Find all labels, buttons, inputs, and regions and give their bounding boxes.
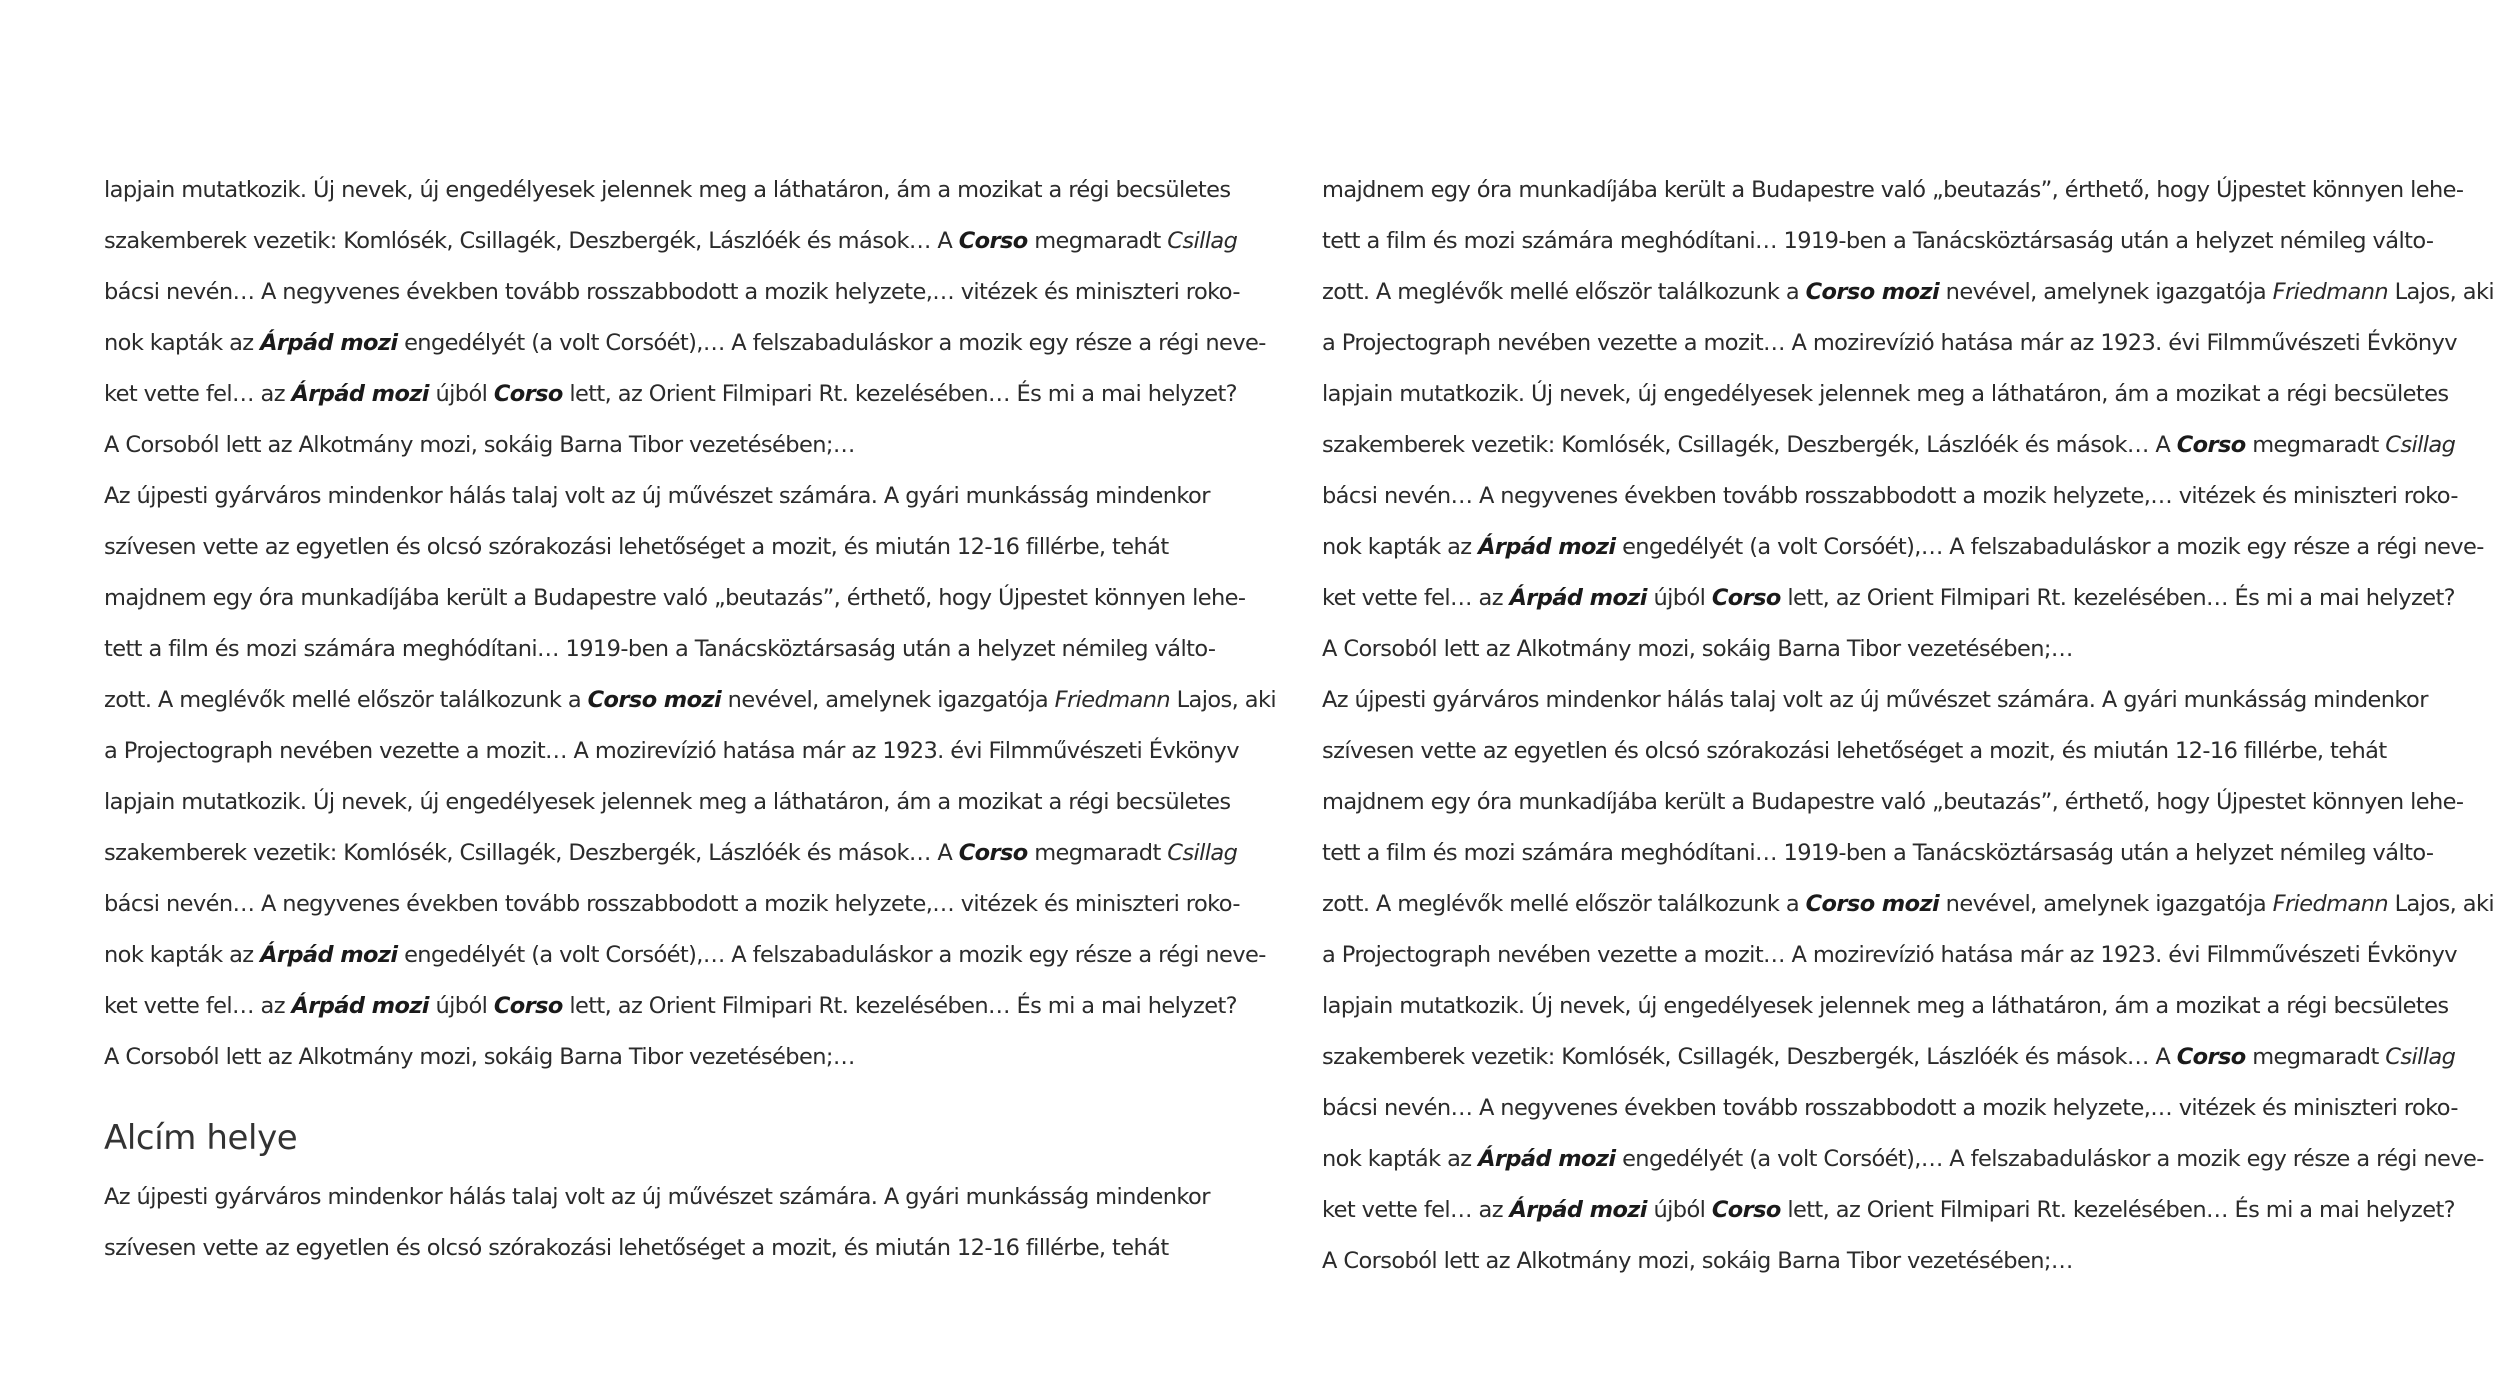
text-line (104, 675, 1277, 726)
text-line (104, 879, 1240, 930)
text-segment: szakemberek vezetik: Komlósék, Csillagék, Deszbergék, Lászlóék és mások… A (104, 228, 959, 254)
text-line (104, 420, 1124, 471)
text-segment: szívesen vette az egyetlen és olcsó szórakozási lehetőséget a mozit, és miután 12-16 fillérbe, tehát (104, 534, 1169, 560)
text-segment: lapjain mutatkozik. Új nevek, új engedélyesek jelennek meg a láthatáron, ám a mozikat a régi becsületes (1322, 381, 2449, 407)
text-segment: engedélyét (a volt Corsóét),… A felszabaduláskor a mozik egy része a régi neve- (397, 330, 1266, 356)
text-segment: bácsi nevén… A negyvenes években tovább rosszabbodott a mozik helyzete,… vitézek és miniszteri roko- (104, 279, 1240, 305)
emphasis-bold-italic: Corso (958, 228, 1028, 254)
text-line (1322, 267, 2494, 318)
text-segment: szakemberek vezetik: Komlósék, Csillagék, Deszbergék, Lászlóék és mások… A (1322, 1044, 2177, 1070)
text-line (104, 165, 1231, 216)
emphasis-bold-italic: Corso (1711, 1197, 1781, 1223)
right-body-text (1322, 165, 2494, 1287)
text-segment: engedélyét (a volt Corsóét),… A felszabaduláskor a mozik egy része a régi neve- (1615, 1146, 2484, 1172)
emphasis-bold-italic: Corso (493, 381, 563, 407)
text-segment: ket vette fel… az (1322, 1197, 1510, 1223)
text-line (104, 369, 1238, 420)
text-segment: lett, az Orient Filmipari Rt. kezelésében… És mi a mai helyzet? (1780, 585, 2456, 611)
text-segment: újból (1646, 1197, 1712, 1223)
text-segment: zott. A meglévők mellé először találkozunk a (104, 687, 588, 713)
text-line (1322, 675, 2428, 726)
text-line (104, 1223, 1169, 1274)
text-segment: ket vette fel… az (1322, 585, 1510, 611)
text-line (1322, 420, 2456, 471)
subheading: Alcím helye (104, 1118, 298, 1158)
text-segment: megmaradt (1027, 840, 1168, 866)
text-segment: szívesen vette az egyetlen és olcsó szórakozási lehetőséget a mozit, és miután 12-16 fillérbe, tehát (104, 1235, 1169, 1261)
text-line (104, 828, 1238, 879)
text-segment: zott. A meglévők mellé először találkozunk a (1322, 891, 1806, 917)
text-line (104, 267, 1240, 318)
left-column (104, 165, 1277, 1274)
text-segment: megmaradt (2245, 1044, 2386, 1070)
left-body-text-top (104, 165, 1277, 1083)
text-segment: bácsi nevén… A negyvenes években tovább rosszabbodott a mozik helyzete,… vitézek és miniszteri roko- (104, 891, 1240, 917)
text-line (104, 471, 1210, 522)
text-segment: majdnem egy óra munkadíjába került a Budapestre való „beutazás”, érthető, hogy Újpestet könnyen lehe- (1322, 789, 2464, 815)
text-line (104, 1032, 1124, 1083)
text-line (104, 777, 1231, 828)
text-segment: majdnem egy óra munkadíjába került a Budapestre való „beutazás”, érthető, hogy Újpestet könnyen lehe- (1322, 177, 2464, 203)
text-line (104, 981, 1238, 1032)
text-segment: nok kapták az (1322, 1146, 1479, 1172)
text-segment: újból (428, 993, 494, 1019)
text-segment: nok kapták az (1322, 534, 1479, 560)
text-segment: A Corsoból lett az Alkotmány mozi, sokáig Barna Tibor vezetésében;… (1322, 1248, 2073, 1274)
emphasis-bold-italic: Árpád mozi (1509, 1197, 1647, 1223)
text-segment: ket vette fel… az (104, 993, 292, 1019)
emphasis-italic: Csillag (1167, 840, 1238, 866)
text-segment: Az újpesti gyárváros mindenkor hálás talaj volt az új művészet számára. A gyári munkásság mindenkor (104, 483, 1210, 509)
text-segment: Lajos, aki (1170, 687, 1277, 713)
text-segment: megmaradt (1027, 228, 1168, 254)
text-line (1322, 1185, 2456, 1236)
text-line (1322, 573, 2456, 624)
text-line (1322, 879, 2494, 930)
text-line (1322, 165, 2464, 216)
text-segment: megmaradt (2245, 432, 2386, 458)
text-line (1322, 1032, 2456, 1083)
text-segment: engedélyét (a volt Corsóét),… A felszabaduláskor a mozik egy része a régi neve- (1615, 534, 2484, 560)
emphasis-italic: Friedmann (2272, 891, 2389, 917)
text-line (1322, 1134, 2484, 1185)
emphasis-bold-italic: Árpád mozi (260, 942, 398, 968)
emphasis-bold-italic: Corso mozi (1805, 279, 1940, 305)
emphasis-italic: Friedmann (1054, 687, 1171, 713)
emphasis-bold-italic: Árpád mozi (1509, 585, 1647, 611)
text-line (104, 930, 1266, 981)
text-segment: Lajos, aki (2388, 891, 2494, 917)
text-line (1322, 318, 2457, 369)
text-segment: lett, az Orient Filmipari Rt. kezelésében… És mi a mai helyzet? (1780, 1197, 2456, 1223)
text-line (1322, 471, 2458, 522)
text-segment: bácsi nevén… A negyvenes években tovább rosszabbodott a mozik helyzete,… vitézek és miniszteri roko- (1322, 483, 2458, 509)
text-line (1322, 981, 2449, 1032)
emphasis-bold-italic: Corso (2176, 432, 2246, 458)
emphasis-bold-italic: Corso (1711, 585, 1781, 611)
text-segment: a Projectograph nevében vezette a mozit… A mozirevízió hatása már az 1923. évi Filmművészeti Évkönyv (104, 738, 1239, 764)
text-segment: nok kapták az (104, 942, 261, 968)
text-line (1322, 726, 2387, 777)
text-segment: Az újpesti gyárváros mindenkor hálás talaj volt az új művészet számára. A gyári munkásság mindenkor (1322, 687, 2428, 713)
emphasis-bold-italic: Corso (2176, 1044, 2246, 1070)
text-segment: A Corsoból lett az Alkotmány mozi, sokáig Barna Tibor vezetésében;… (104, 1044, 855, 1070)
text-segment: a Projectograph nevében vezette a mozit… A mozirevízió hatása már az 1923. évi Filmművészeti Évkönyv (1322, 942, 2457, 968)
text-segment: újból (428, 381, 494, 407)
text-segment: nok kapták az (104, 330, 261, 356)
text-segment: tett a film és mozi számára meghódítani… 1919-ben a Tanácsköztársaság után a helyzet némileg válto- (1322, 228, 2434, 254)
emphasis-bold-italic: Árpád mozi (260, 330, 398, 356)
text-segment: tett a film és mozi számára meghódítani… 1919-ben a Tanácsköztársaság után a helyzet némileg válto- (1322, 840, 2434, 866)
text-segment: Az újpesti gyárváros mindenkor hálás talaj volt az új művészet számára. A gyári munkásság mindenkor (104, 1184, 1210, 1210)
emphasis-italic: Friedmann (2272, 279, 2389, 305)
text-segment: lapjain mutatkozik. Új nevek, új engedélyesek jelennek meg a láthatáron, ám a mozikat a régi becsületes (104, 177, 1231, 203)
text-segment: lett, az Orient Filmipari Rt. kezelésében… És mi a mai helyzet? (562, 381, 1238, 407)
text-line (104, 216, 1238, 267)
emphasis-bold-italic: Árpád mozi (1478, 534, 1616, 560)
emphasis-bold-italic: Corso (958, 840, 1028, 866)
text-segment: nevével, amelynek igazgatója (721, 687, 1055, 713)
text-segment: Lajos, aki (2388, 279, 2494, 305)
text-line (1322, 522, 2484, 573)
emphasis-italic: Csillag (1167, 228, 1238, 254)
text-segment: A Corsoból lett az Alkotmány mozi, sokáig Barna Tibor vezetésében;… (104, 432, 855, 458)
text-line (104, 522, 1169, 573)
text-segment: zott. A meglévők mellé először találkozunk a (1322, 279, 1806, 305)
text-segment: tett a film és mozi számára meghódítani… 1919-ben a Tanácsköztársaság után a helyzet némileg válto- (104, 636, 1216, 662)
text-segment: szívesen vette az egyetlen és olcsó szórakozási lehetőséget a mozit, és miután 12-16 fillérbe, tehát (1322, 738, 2387, 764)
text-segment: nevével, amelynek igazgatója (1939, 891, 2273, 917)
emphasis-italic: Csillag (2385, 1044, 2456, 1070)
text-line (1322, 624, 2342, 675)
text-segment: engedélyét (a volt Corsóét),… A felszabaduláskor a mozik egy része a régi neve- (397, 942, 1266, 968)
text-line (1322, 828, 2434, 879)
text-line (104, 624, 1216, 675)
text-segment: ket vette fel… az (104, 381, 292, 407)
text-segment: lett, az Orient Filmipari Rt. kezelésében… És mi a mai helyzet? (562, 993, 1238, 1019)
emphasis-bold-italic: Corso mozi (587, 687, 722, 713)
text-line (104, 318, 1266, 369)
text-line (1322, 777, 2464, 828)
text-line (1322, 216, 2434, 267)
text-segment: szakemberek vezetik: Komlósék, Csillagék, Deszbergék, Lászlóék és mások… A (104, 840, 959, 866)
text-segment: lapjain mutatkozik. Új nevek, új engedélyesek jelennek meg a láthatáron, ám a mozikat a régi becsületes (104, 789, 1231, 815)
text-segment: szakemberek vezetik: Komlósék, Csillagék, Deszbergék, Lászlóék és mások… A (1322, 432, 2177, 458)
emphasis-italic: Csillag (2385, 432, 2456, 458)
text-segment: nevével, amelynek igazgatója (1939, 279, 2273, 305)
text-segment: újból (1646, 585, 1712, 611)
emphasis-bold-italic: Árpád mozi (1478, 1146, 1616, 1172)
emphasis-bold-italic: Corso (493, 993, 563, 1019)
text-line (104, 1172, 1210, 1223)
text-line (1322, 930, 2457, 981)
emphasis-bold-italic: Árpád mozi (291, 993, 429, 1019)
text-segment: bácsi nevén… A negyvenes években tovább rosszabbodott a mozik helyzete,… vitézek és miniszteri roko- (1322, 1095, 2458, 1121)
text-line (1322, 1236, 2342, 1287)
right-column (1322, 165, 2494, 1287)
text-line (104, 573, 1246, 624)
text-segment: lapjain mutatkozik. Új nevek, új engedélyesek jelennek meg a láthatáron, ám a mozikat a régi becsületes (1322, 993, 2449, 1019)
text-segment: a Projectograph nevében vezette a mozit… A mozirevízió hatása már az 1923. évi Filmművészeti Évkönyv (1322, 330, 2457, 356)
text-line (1322, 1083, 2458, 1134)
text-line (104, 726, 1239, 777)
left-body-text-bottom (104, 1172, 1210, 1274)
emphasis-bold-italic: Árpád mozi (291, 381, 429, 407)
text-line (1322, 369, 2449, 420)
text-segment: majdnem egy óra munkadíjába került a Budapestre való „beutazás”, érthető, hogy Újpestet könnyen lehe- (104, 585, 1246, 611)
emphasis-bold-italic: Corso mozi (1805, 891, 1940, 917)
text-segment: A Corsoból lett az Alkotmány mozi, sokáig Barna Tibor vezetésében;… (1322, 636, 2073, 662)
